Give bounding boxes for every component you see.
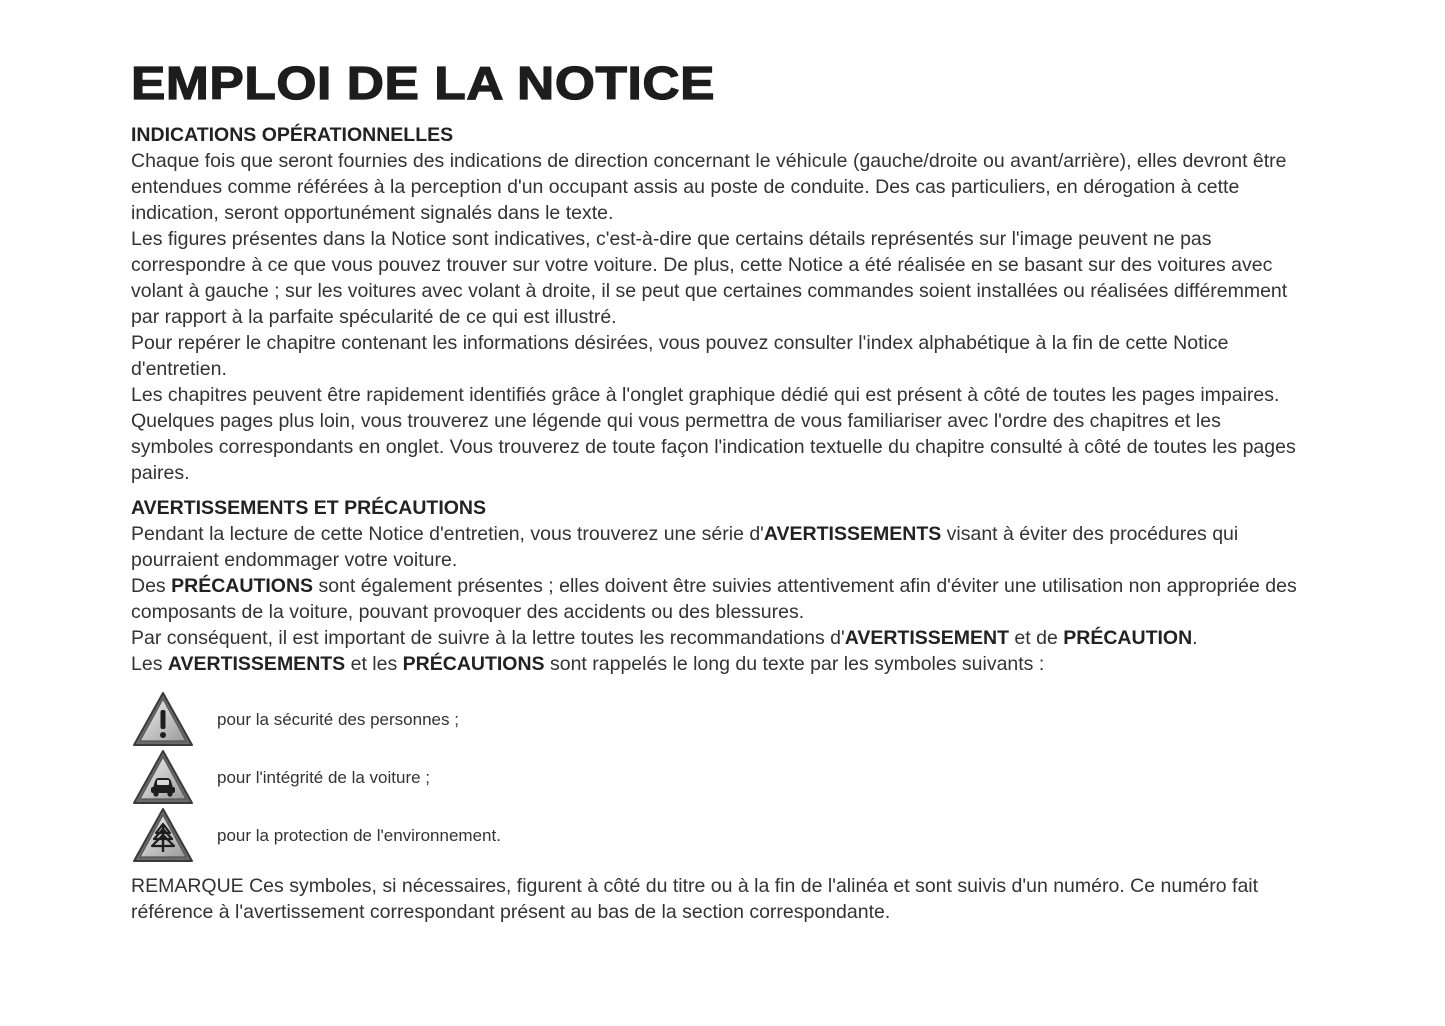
symbol-label-safety: pour la sécurité des personnes ; — [217, 710, 459, 729]
warning-car-icon — [131, 748, 195, 808]
section-heading-operational: INDICATIONS OPÉRATIONNELLES — [131, 124, 454, 146]
text-run: . — [1192, 627, 1198, 649]
symbol-label-environment: pour la protection de l'environnement. — [217, 826, 501, 845]
paragraph-figures: Les figures présentes dans la Notice sont indicatives, c'est-à-dire que certains détails représentés sur l'image peuvent ne pas correspondre à ce que vous pouvez trouver sur votre voiture. De plus, cette Notice a été réalisée en se basant sur des voitures avec volant à gauche ; sur les voitures avec volant à droite, il se peut que certaines commandes soient installées ou réalisées différemment par rapport à la parfaite spécularité de ce qui est illustré. — [131, 228, 1288, 328]
text-run: Pendant la lecture de cette Notice d'entretien, vous trouverez une série d' — [131, 523, 764, 545]
warning-person-icon — [131, 690, 195, 750]
text-run: et de — [1009, 627, 1064, 649]
text-run: Par conséquent, il est important de suivre à la lettre toutes les recommandations d' — [131, 627, 845, 649]
text-run: sont également présentes ; elles doivent être suivies attentivement afin d'éviter une utilisation non appropriée des composants de la voiture, pouvant provoquer des accidents ou des blessures. — [131, 575, 1297, 623]
symbol-row-safety — [131, 691, 1306, 749]
paragraph-precautions — [131, 573, 1306, 625]
symbol-label-vehicle: pour l'intégrité de la voiture ; — [217, 768, 431, 787]
bold-term: PRÉCAUTIONS — [171, 575, 314, 597]
manual-page — [131, 56, 1306, 925]
section-heading-warnings: AVERTISSEMENTS ET PRÉCAUTIONS — [131, 497, 487, 519]
text-run: Des — [131, 575, 172, 597]
text-run: Les — [131, 653, 168, 675]
paragraph-symbols-intro — [131, 651, 1306, 677]
paragraph-index: Pour repérer le chapitre contenant les informations désirées, vous pouvez consulter l'index alphabétique à la fin de cette Notice d'entretien. — [131, 332, 1229, 380]
bold-term: AVERTISSEMENTS — [763, 523, 942, 545]
bold-term: PRÉCAUTIONS — [402, 653, 545, 675]
paragraph-recommendations — [131, 625, 1306, 651]
text-run: et les — [345, 653, 403, 675]
page-title: EMPLOI DE LA NOTICE — [131, 57, 716, 109]
symbol-row-environment — [131, 807, 1306, 865]
text-run: visant à éviter des procédures qui pourraient endommager votre voiture. — [131, 523, 1239, 571]
paragraph-warnings-intro — [131, 521, 1306, 573]
bold-term: AVERTISSEMENTS — [167, 653, 346, 675]
bold-term: PRÉCAUTION — [1063, 627, 1193, 649]
symbol-list — [131, 691, 1306, 865]
symbol-row-vehicle — [131, 749, 1306, 807]
bold-term: AVERTISSEMENT — [844, 627, 1010, 649]
text-run: sont rappelés le long du texte par les symboles suivants : — [544, 653, 1045, 675]
remark-paragraph: REMARQUE Ces symboles, si nécessaires, figurent à côté du titre ou à la fin de l'alinéa et sont suivis d'un numéro. Ce numéro fait référence à l'avertissement correspondant présent au bas de la section correspondante. — [131, 875, 1259, 923]
paragraph-chapters: Les chapitres peuvent être rapidement identifiés grâce à l'onglet graphique dédié qui est présent à côté de toutes les pages impaires. Quelques pages plus loin, vous trouverez une légende qui vous permettra de vous familiariser avec l'ordre des chapitres et les symboles correspondants en onglet. Vous trouverez de toute façon l'indication textuelle du chapitre consulté à côté de toutes les pages paires. — [131, 384, 1296, 484]
paragraph-directions: Chaque fois que seront fournies des indications de direction concernant le véhicule (gauche/droite ou avant/arrière), elles devront être entendues comme référées à la perception d'un occupant assis au poste de conduite. Des cas particuliers, en dérogation à cette indication, seront opportunément signalés dans le texte. — [131, 150, 1287, 224]
warning-environment-icon — [131, 806, 195, 866]
